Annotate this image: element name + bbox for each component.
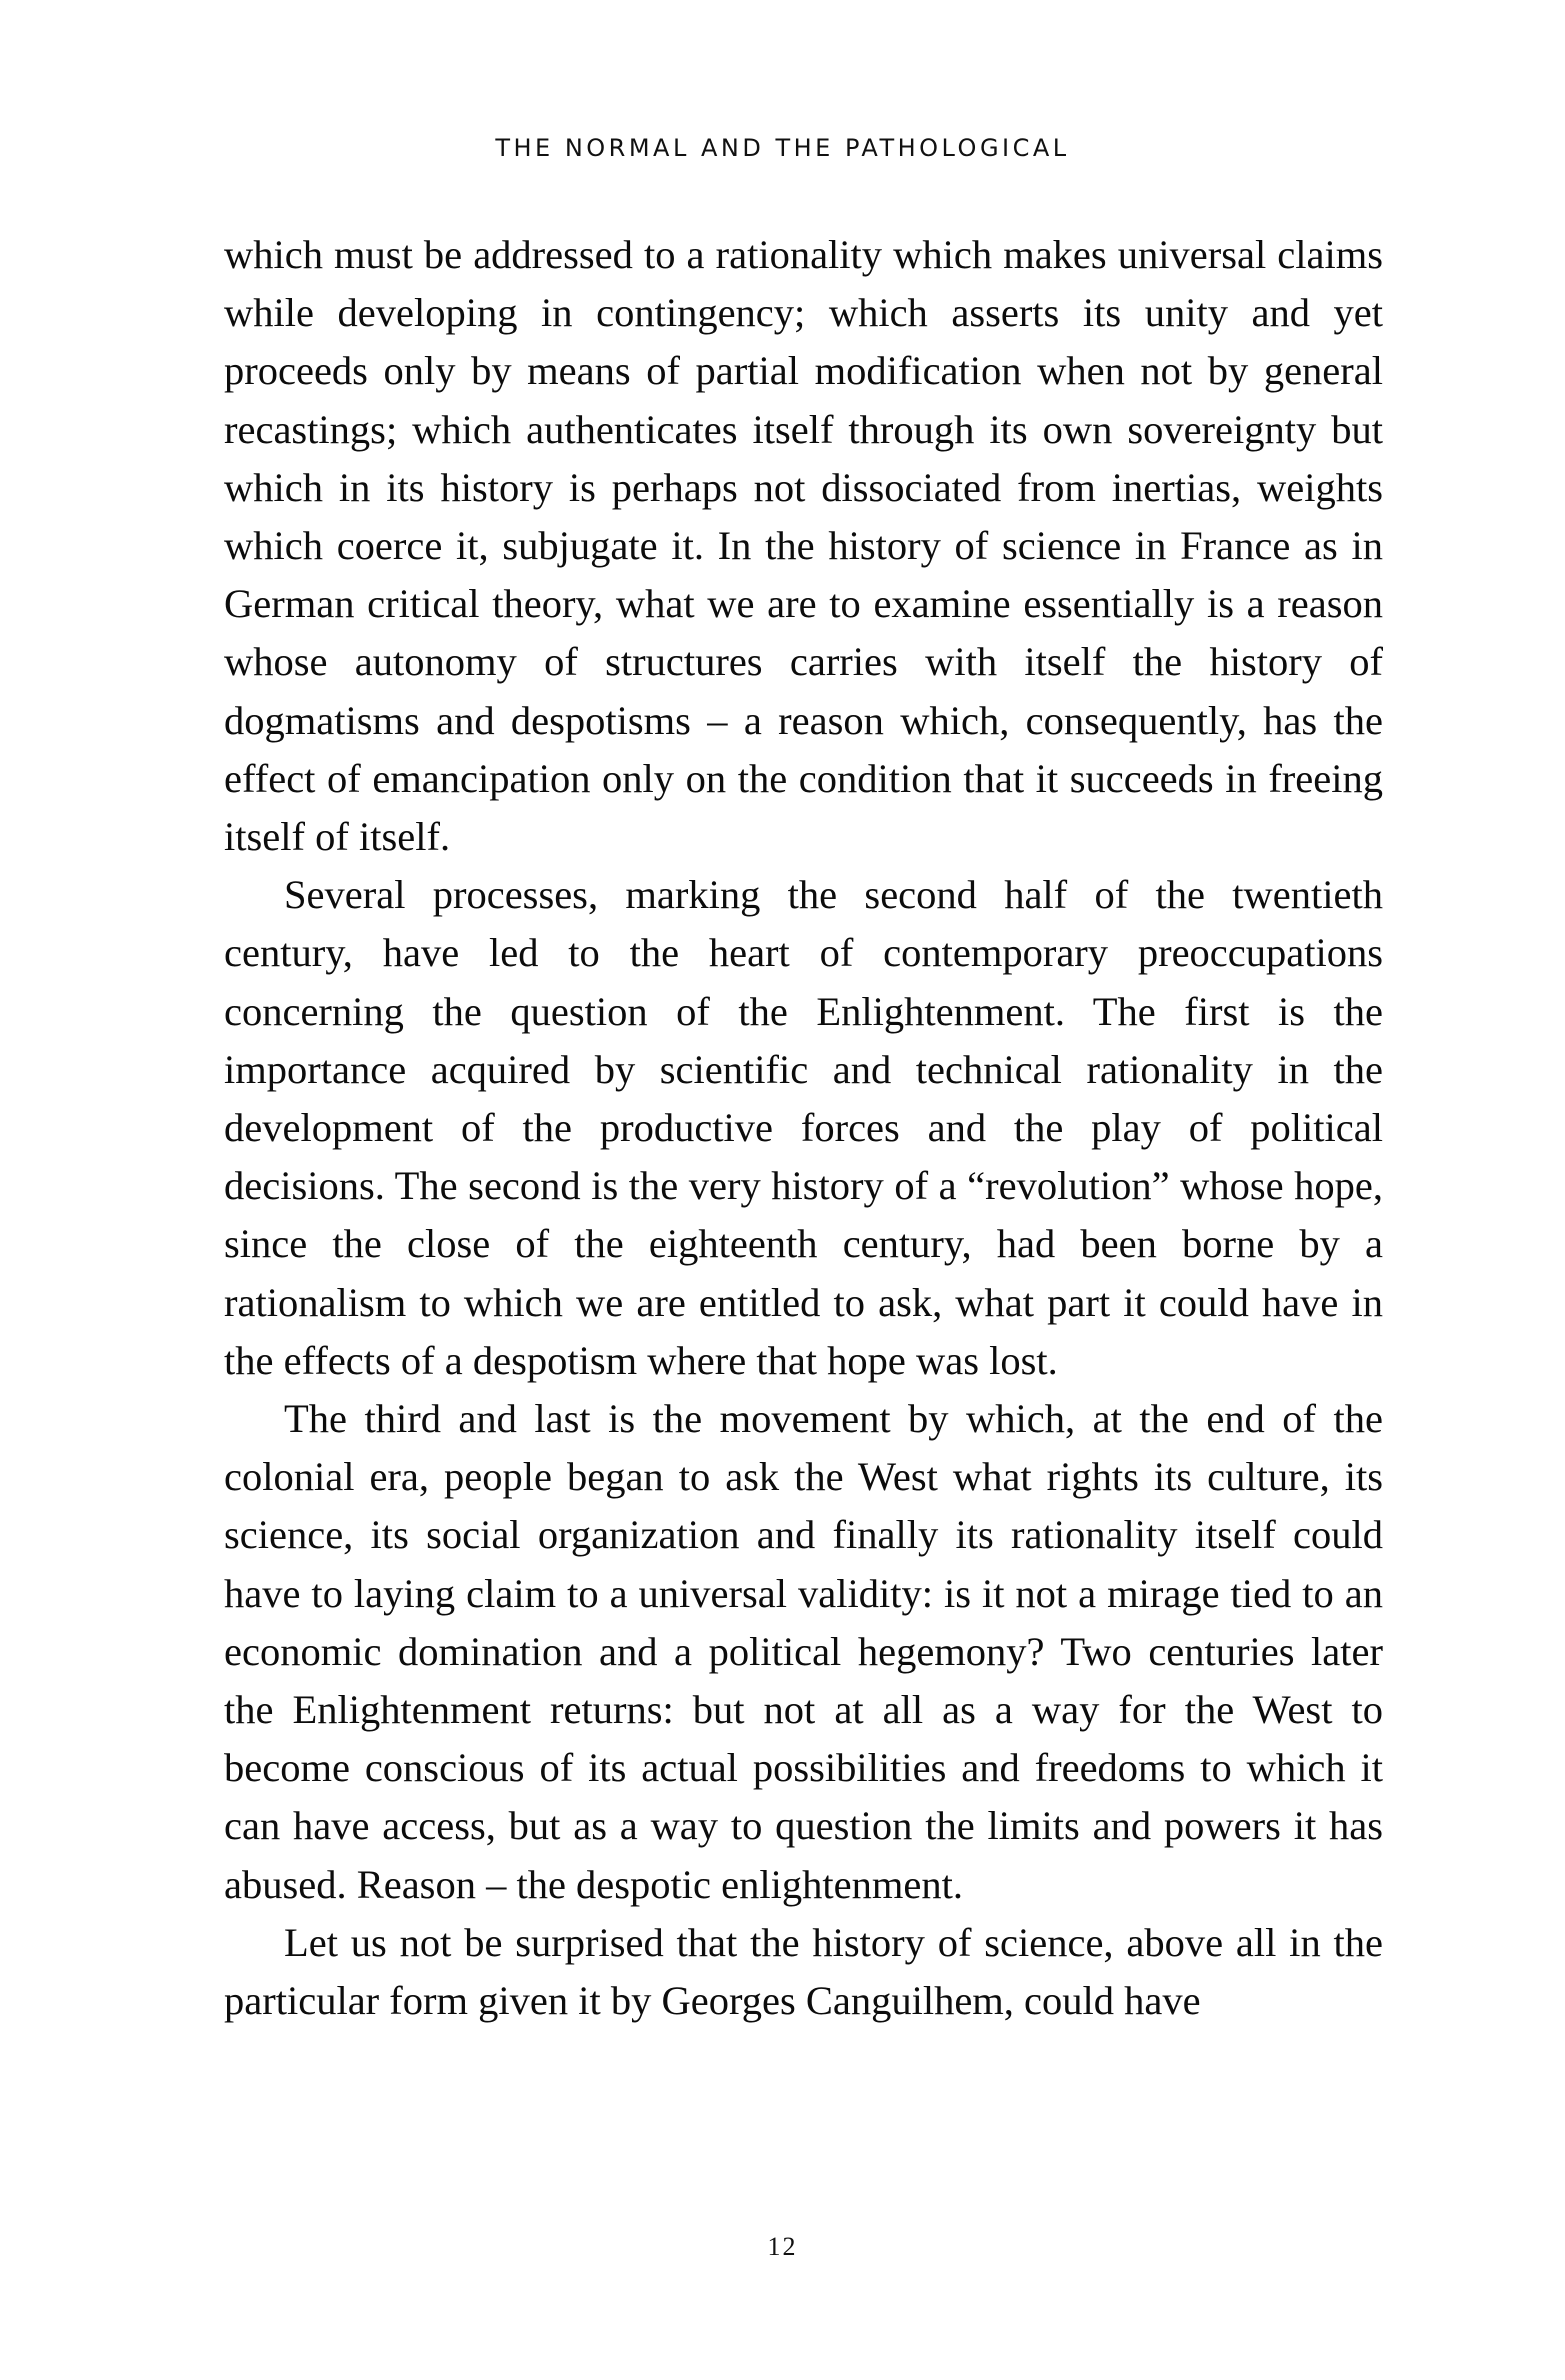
page-number: 12 [767, 2232, 798, 2261]
body-text [224, 226, 1383, 2030]
paragraph-2: Several processes, marking the second half of the twentieth century, have led to the heart of contemporary preoccupations concerning the question of the Enlightenment. The first is the importance acquired by scientific and technical rationality in the development of the productive forces and the play of political decisions. The second is the very history of a “revolution” whose hope, since the close of the eighteenth century, had been borne by a rationalism to which we are entitled to ask, what part it could have in the effects of a despotism where that hope was lost. [224, 872, 1383, 1383]
paragraph-4: Let us not be surprised that the history of science, above all in the particular form given it by Georges Canguilhem, could have [224, 1919, 1383, 2024]
paragraph-3: The third and last is the movement by which, at the end of the colonial era, people began to ask the West what rights its culture, its science, its social organization and finally its rationality itself could have to laying claim to a universal validity: is it not a mirage tied to an economic domination and a political hegemony? Two centuries later the Enlightenment returns: but not at all as a way for the West to become conscious of its actual possibilities and freedoms to which it can have access, but as a way to question the limits and powers it has abused. Reason – the despotic enlightenment. [224, 1396, 1383, 1907]
paragraph-1: which must be addressed to a rationality which makes universal claims while developing in contingency; which asserts its unity and yet proceeds only by means of partial modification when not by general recastings; which authenticates itself through its own sovereignty but which in its history is perhaps not dissociated from inertias, weights which coerce it, subjugate it. In the history of science in France as in German critical theory, what we are to examine essentially is a reason whose autonomy of structures carries with itself the history of dogmatisms and despotisms – a reason which, consequently, has the effect of emancipation only on the condition that it succeeds in freeing itself of itself. [224, 232, 1383, 860]
running-head: THE NORMAL AND THE PATHOLOGICAL [495, 134, 1070, 162]
